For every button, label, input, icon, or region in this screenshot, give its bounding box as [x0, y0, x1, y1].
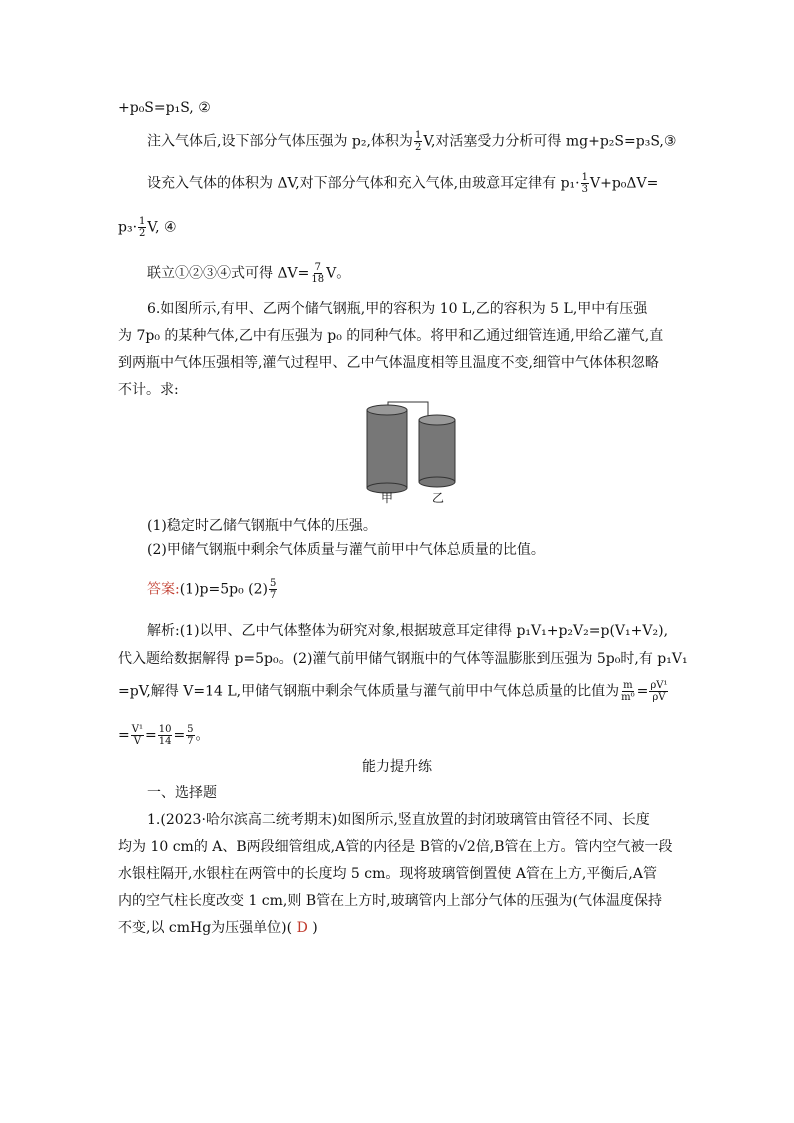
fraction: $\frac{1}{3}$	[581, 172, 588, 195]
solution-line: = $\frac{\text{V¹}}{V}$ = $\frac{10}{14}$ = $\frac{5}{7}$ 。	[118, 724, 210, 747]
sqrt-two: √2	[457, 839, 476, 855]
fraction: $\frac{10}{14}$	[158, 724, 172, 747]
solution-line: 代入题给数据解得 p=5p₀。(2)灌气前甲储气钢瓶中的气体等温膨胀到压强为 5p₀时,有 p₁V₁	[118, 651, 688, 667]
fraction: $\frac{\text{ρV¹}}{\rho V}$	[650, 680, 668, 703]
cylinder-yi-bottom	[419, 477, 455, 487]
cylinder-jia-top	[367, 405, 407, 415]
cylinder-yi-top	[419, 415, 455, 425]
text-line: 设充入气体的体积为 ΔV,对下部分气体和充入气体,由玻意耳定律有 p₁· $\frac{1}{3}$ V+p₀ΔV=	[147, 172, 659, 195]
equation-2-tail: +p₀S=p₁S, ②	[118, 100, 211, 116]
fraction: $\frac{m}{\text{m⁰}}$	[621, 680, 635, 703]
label-jia: 甲	[381, 491, 394, 505]
problem-6-line: 不计。求:	[118, 382, 179, 398]
problem-1-line: 不变,以 cmHg为压强单位)( D )	[118, 920, 318, 936]
answer-line: 答案:(1)p=5p₀ (2) $\frac{5}{7}$	[147, 578, 277, 601]
question-2: (2)甲储气钢瓶中剩余气体质量与灌气前甲中气体总质量的比值。	[147, 542, 545, 558]
problem-1-line: 内的空气柱长度改变 1 cm,则 B管在上方时,玻璃管内上部分气体的压强为(气体温度保持	[118, 893, 663, 909]
cylinder-jia	[367, 410, 407, 488]
problem-6-line: 为 7p₀ 的某种气体,乙中有压强为 p₀ 的同种气体。将甲和乙通过细管连通,甲给乙灌气,直	[118, 328, 664, 344]
fraction: $\frac{\text{V¹}}{V}$	[131, 724, 143, 747]
label-yi: 乙	[432, 491, 445, 505]
section-title: 能力提升练	[362, 759, 432, 775]
fraction: $\frac{7}{18}$	[311, 262, 325, 285]
problem-1-line: 均为 10 cm的 A、B两段细管组成,A管的内径是 B管的√2倍,B管在上方。管内空气被一段	[118, 839, 673, 855]
problem-1-line: 1.(2023·哈尔滨高二统考期末)如图所示,竖直放置的封闭玻璃管由管径不同、长度	[147, 812, 650, 828]
fraction: $\frac{5}{7}$	[187, 724, 194, 747]
text-line: p₃· $\frac{1}{2}$ V, ④	[118, 216, 177, 239]
fraction: $\frac{1}{2}$	[139, 216, 146, 239]
text-line: 联立①②③④式可得 ΔV= $\frac{7}{18}$ V。	[147, 262, 351, 285]
solution-line: 解析:(1)以甲、乙中气体整体为研究对象,根据玻意耳定律得 p₁V₁+p₂V₂=p(V₁+V₂),	[147, 623, 669, 639]
fraction: $\frac{5}{7}$	[270, 578, 277, 601]
solution-line: =pV,解得 V=14 L,甲储气钢瓶中剩余气体质量与灌气前甲中气体总质量的比值为 $\frac{m}{\text{m⁰}}$ = $\frac{\text{ρV¹}}{\rho V}$	[118, 680, 668, 703]
gas-cylinders-figure	[355, 400, 470, 505]
answer-choice: D	[292, 920, 313, 936]
problem-6-line: 到两瓶中气体压强相等,灌气过程甲、乙中气体温度相等且温度不变,细管中气体体积忽略	[118, 355, 659, 371]
answer-label: 答案:	[147, 581, 180, 598]
text-line: 注入气体后,设下部分气体压强为 p₂,体积为 $\frac{1}{2}$ V,对活塞受力分析可得 mg+p₂S=p₃S,③	[147, 130, 677, 153]
question-1: (1)稳定时乙储气钢瓶中气体的压强。	[147, 518, 377, 534]
fraction: $\frac{1}{2}$	[414, 130, 422, 153]
cylinder-yi	[419, 420, 455, 482]
problem-6-line: 6.如图所示,有甲、乙两个储气钢瓶,甲的容积为 10 L,乙的容积为 5 L,甲中有压强	[147, 301, 648, 317]
subsection-title: 一、选择题	[147, 785, 217, 801]
problem-1-line: 水银柱隔开,水银柱在两管中的长度均 5 cm。现将玻璃管倒置使 A管在上方,平衡后,A管	[118, 866, 657, 882]
